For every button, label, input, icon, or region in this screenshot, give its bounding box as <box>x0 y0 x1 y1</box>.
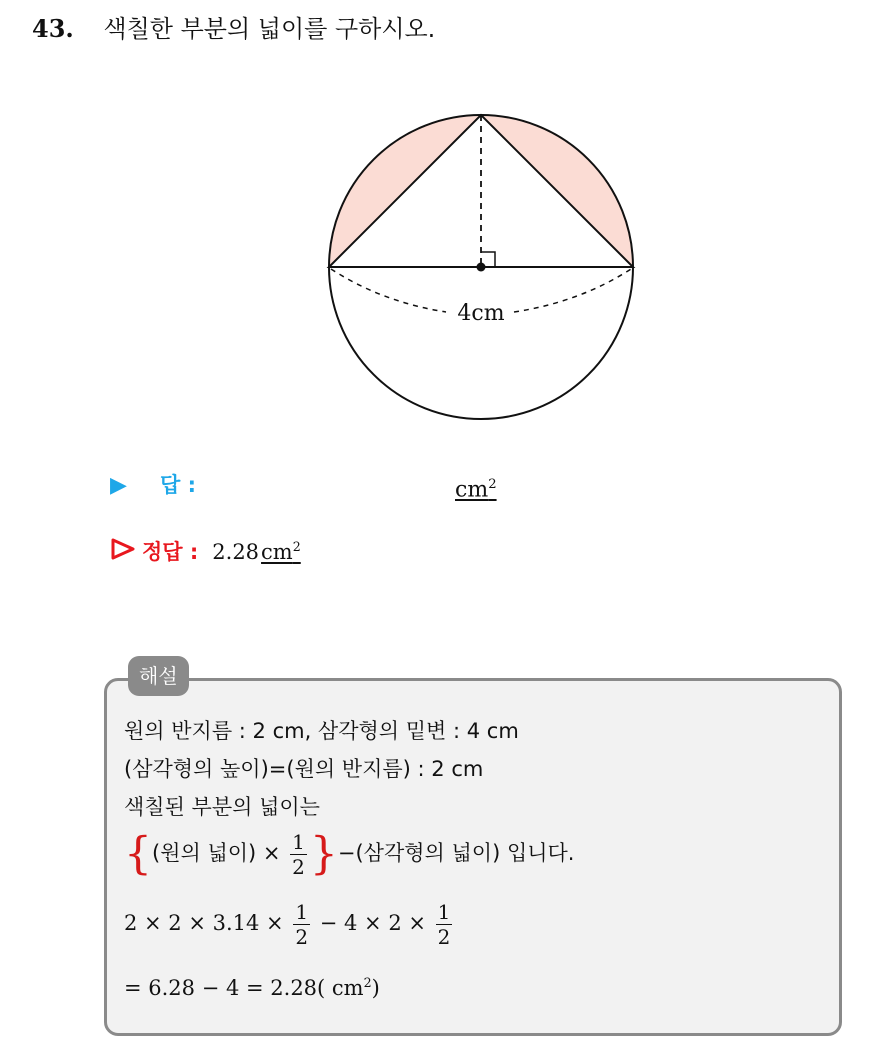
answer-row <box>110 470 196 501</box>
explanation-line-6 <box>124 968 380 1003</box>
brace-open: { <box>124 828 152 880</box>
play-triangle-icon: ▶ <box>110 473 127 498</box>
explanation-line-5 <box>124 900 455 949</box>
correct-unit-wrap <box>261 540 301 564</box>
answer-unit-sup: 2 <box>488 477 497 492</box>
line5-part-a: 2 × 2 × 3.14 × <box>124 911 291 935</box>
explanation-line-3: 색칠된 부분의 넓이는 <box>124 795 320 819</box>
answer-label: 답 : <box>160 473 196 497</box>
answer-blank-unit[interactable] <box>455 470 497 505</box>
circle-triangle-figure <box>0 0 884 460</box>
question-text: 색칠한 부분의 넓이를 구하시오. <box>103 15 436 43</box>
explanation-line-2: (삼각형의 높이)=(원의 반지름) : 2 cm <box>124 757 484 781</box>
line6-sup: 2 <box>363 975 372 990</box>
explanation-tag: 해설 <box>128 656 189 696</box>
line6-end: ) <box>371 976 380 1000</box>
correct-unit-sup: 2 <box>292 539 301 554</box>
fraction-half <box>290 830 307 879</box>
fraction-half-2 <box>436 900 453 949</box>
line4-part-b: −(삼각형의 넓이) 입니다. <box>337 841 575 865</box>
fraction-numerator: 1 <box>292 830 305 854</box>
answer-unit: cm <box>455 477 489 503</box>
correct-value: 2.28 <box>212 540 260 564</box>
dimension-arc-left <box>331 269 446 312</box>
brace-close: } <box>309 828 338 880</box>
fraction-denominator: 2 <box>295 925 309 949</box>
correct-unit: cm <box>261 540 293 564</box>
line6-text: = 6.28 − 4 = 2.28( cm <box>124 976 364 1000</box>
fraction-numerator: 1 <box>437 900 451 924</box>
explanation-line-1: 원의 반지름 : 2 cm, 삼각형의 밑변 : 4 cm <box>124 719 519 743</box>
dimension-arc-right <box>514 269 631 312</box>
fraction-half-1 <box>293 900 310 949</box>
correct-answer-row <box>110 532 301 570</box>
dimension-label: 4cm <box>457 301 505 326</box>
fraction-denominator: 2 <box>437 925 451 949</box>
explanation-line-4 <box>124 830 574 879</box>
correct-label: 정답 : <box>142 540 199 564</box>
fraction-numerator: 1 <box>295 900 309 924</box>
line4-part-a: (원의 넓이) × <box>152 841 288 865</box>
fraction-denominator: 2 <box>292 855 305 879</box>
question-number: 43. <box>32 14 74 43</box>
line5-part-b: − 4 × 2 × <box>313 911 433 935</box>
outline-triangle-icon <box>110 537 142 570</box>
center-point <box>477 263 486 272</box>
